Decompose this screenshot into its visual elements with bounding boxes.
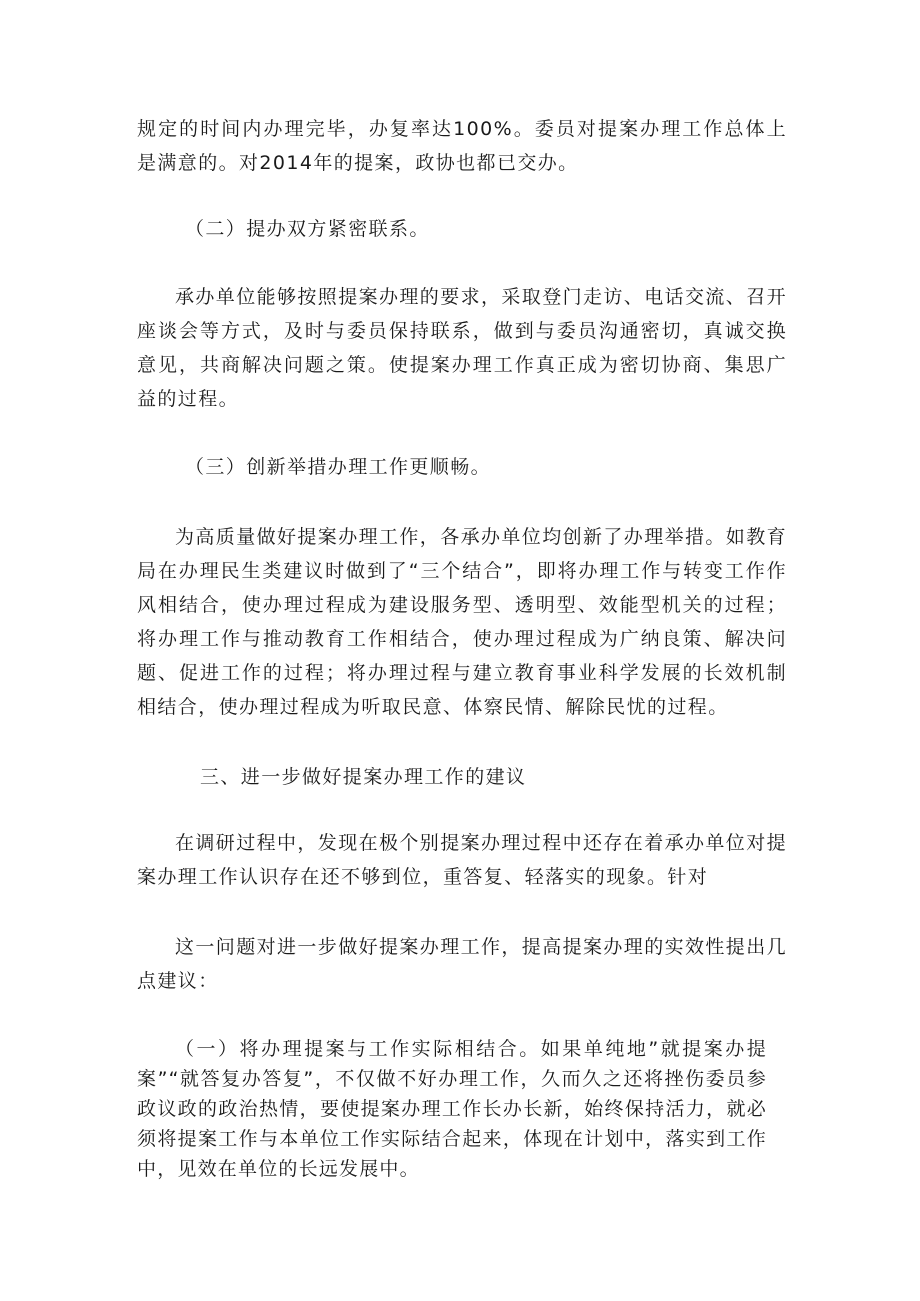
paragraph-innovation: 为高质量做好提案办理工作，各承办单位均创新了办理举措。如教育局在办理民生类建议时做到了“三个结合”，即将办理工作与转变工作作风相结合，使办理过程成为建设服务型、透明型、效能型机关的过程；将办理工作与推动教育工作相结合，使办理过程成为广纳良策、解决问题、促进工作的过程；将办理过程与建立教育事业科学发展的长效机制相结合，使办理过程成为听取民意、体察民情、解除民忧的过程。 bbox=[137, 526, 788, 718]
heading-suggestions: 三、进一步做好提案办理工作的建议 bbox=[200, 766, 527, 788]
heading-contact: （二）提办双方紧密联系。 bbox=[185, 218, 430, 240]
heading-innovation: （三）创新举措办理工作更顺畅。 bbox=[185, 456, 492, 478]
paragraph-suggestion-intro: 这一问题对进一步做好提案办理工作，提高提案办理的实效性提出几点建议： bbox=[137, 936, 788, 992]
paragraph-completion-rate: 规定的时间内办理完毕，办复率达100%。委员对提案办理工作总体上是满意的。对2014年的提案，政协也都已交办。 bbox=[137, 118, 787, 174]
paragraph-contact: 承办单位能够按照提案办理的要求，采取登门走访、电话交流、召开座谈会等方式，及时与委员保持联系，做到与委员沟通密切，真诚交换意见，共商解决问题之策。使提案办理工作真正成为密切协商、集思广益的过程。 bbox=[137, 286, 788, 410]
paragraph-research-findings: 在调研过程中，发现在极个别提案办理过程中还存在着承办单位对提案办理工作认识存在还不够到位，重答复、轻落实的现象。针对 bbox=[137, 832, 788, 888]
paragraph-suggestion-one: （一）将办理提案与工作实际相结合。如果单纯地”就提案办提案”“就答复办答复”，不仅做不好办理工作，久而久之还将挫伤委员参政议政的政治热情，要使提案办理工作长办长新，始终保持活力，就必须将提案工作与本单位工作实际结合起来，体现在计划中，落实到工作中，见效在单位的长远发展中。 bbox=[137, 1038, 767, 1180]
